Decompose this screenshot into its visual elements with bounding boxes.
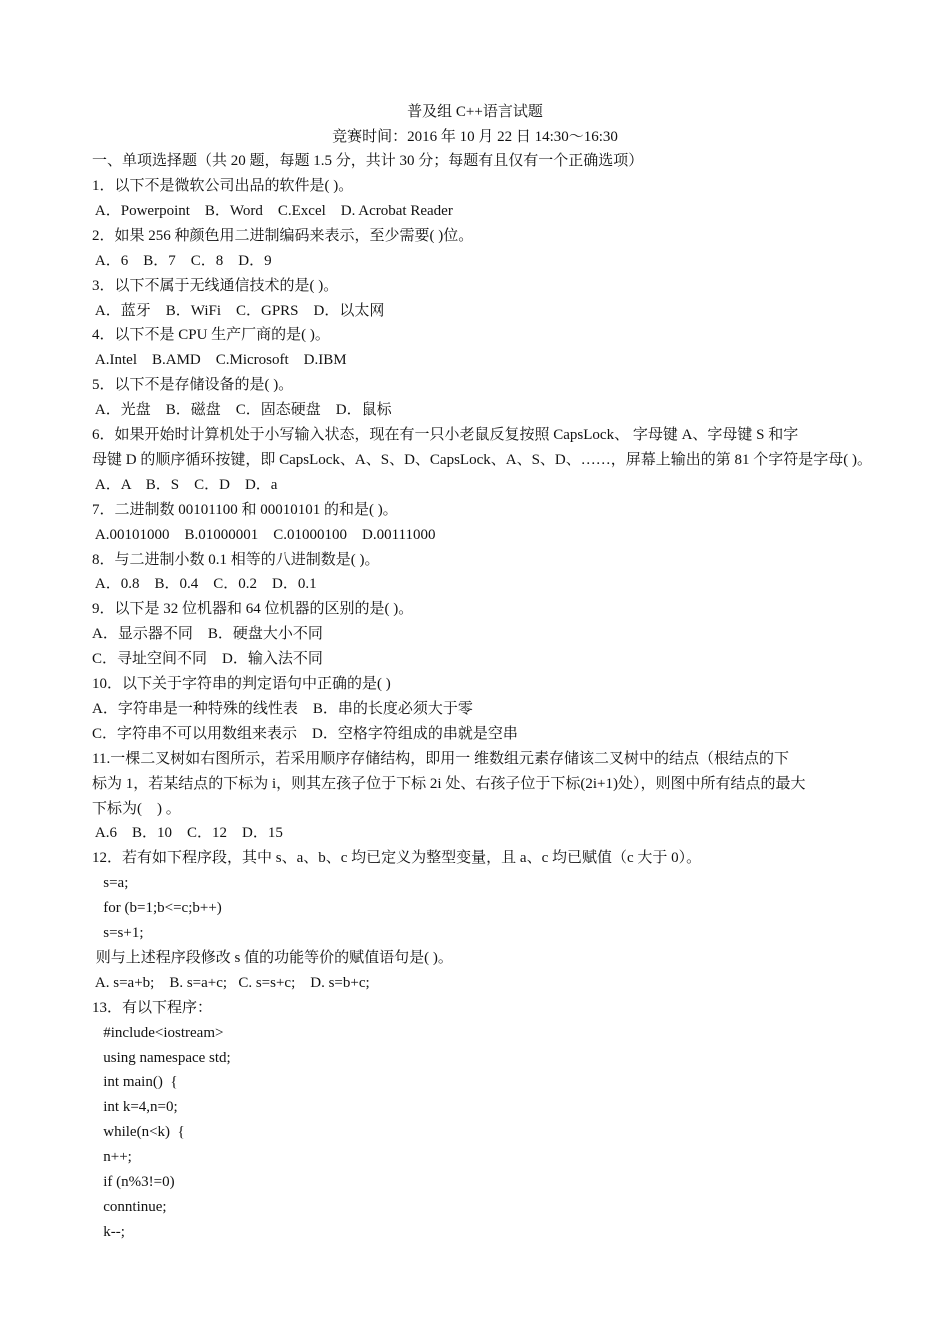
- text-line: 7．二进制数 00101100 和 00010101 的和是( )。: [92, 501, 398, 518]
- text-line: C．寻址空间不同 D．输入法不同: [92, 651, 323, 668]
- text-line: #include<iostream>: [92, 1024, 224, 1041]
- text-line: 6．如果开始时计算机处于小写输入状态，现在有一只小老鼠反复按照 CapsLock、 字母键 A、字母键 S 和字: [92, 427, 799, 443]
- text-line: A．Powerpoint B．Word C.Excel D. Acrobat Reader: [92, 202, 453, 219]
- text-line: A．蓝牙 B．WiFi C．GPRS D．以太网: [92, 302, 385, 319]
- text-line: 11.一棵二叉树如右图所示，若采用顺序存储结构，即用一 维数组元素存储该二叉树中的结点（根结点的下: [92, 750, 789, 767]
- text-line: while(n<k) {: [92, 1124, 185, 1141]
- text-line: A.Intel B.AMD C.Microsoft D.IBM: [92, 352, 347, 369]
- text-line: 标为 1，若某结点的下标为 i，则其左孩子位于下标 2i 处、右孩子位于下标(2i+1)处），则图中所有结点的最大: [92, 775, 806, 792]
- text-line: 8．与二进制小数 0.1 相等的八进制数是( )。: [92, 551, 380, 568]
- text-line: 下标为( ) 。: [92, 800, 181, 817]
- text-line: s=a;: [92, 875, 129, 892]
- text-line: 1．以下不是微软公司出品的软件是( )。: [92, 178, 354, 194]
- text-line: 9．以下是 32 位机器和 64 位机器的区别的是( )。: [92, 601, 414, 618]
- text-line: A.00101000 B.01000001 C.01000100 D.00111000: [92, 526, 436, 543]
- text-line: 则与上述程序段修改 s 值的功能等价的赋值语句是( )。: [92, 949, 453, 966]
- text-line: int k=4,n=0;: [92, 1099, 178, 1116]
- text-line: for (b=1;b<=c;b++): [92, 900, 222, 917]
- text-line: A．字符串是一种特殊的线性表 B．串的长度必须大于零: [92, 700, 473, 717]
- text-line: 2．如果 256 种颜色用二进制编码来表示，至少需要( )位。: [92, 227, 474, 244]
- text-line: if (n%3!=0): [92, 1174, 175, 1190]
- text-line: conntinue;: [92, 1198, 167, 1215]
- text-line: 母键 D 的顺序循环按键，即 CapsLock、A、S、D、CapsLock、A、S、D、……，屏幕上输出的第 81 个字符是字母( )。: [92, 451, 872, 468]
- contest-time: 竞赛时间：2016 年 10 月 22 日 14:30～16:30: [332, 129, 618, 145]
- text-line: C．字符串不可以用数组来表示 D．空格字符组成的串就是空串: [92, 725, 518, 742]
- text-line: 10．以下关于字符串的判定语句中正确的是( ): [92, 676, 391, 692]
- text-line: 13．有以下程序：: [92, 999, 213, 1016]
- section-heading: 一、单项选择题（共 20 题，每题 1.5 分，共计 30 分；每题有且仅有一个正确选项）: [92, 153, 644, 169]
- text-line: int main() {: [92, 1074, 178, 1091]
- text-line: A. s=a+b; B. s=a+c; C. s=s+c; D. s=b+c;: [92, 974, 370, 991]
- document-title: 普及组 C++语言试题: [407, 104, 543, 120]
- text-line: A．光盘 B．磁盘 C．固态硬盘 D．鼠标: [92, 402, 392, 419]
- text-line: 12．若有如下程序段，其中 s、a、b、c 均已定义为整型变量，且 a、c 均已赋值（c 大于 0）。: [92, 850, 702, 867]
- text-line: A.6 B．10 C．12 D．15: [92, 825, 283, 842]
- text-line: A．显示器不同 B．硬盘大小不同: [92, 626, 323, 643]
- text-line: 5．以下不是存储设备的是( )。: [92, 377, 294, 394]
- text-line: 4．以下不是 CPU 生产厂商的是( )。: [92, 327, 330, 344]
- text-line: s=s+1;: [92, 925, 144, 941]
- text-line: n++;: [92, 1149, 132, 1166]
- text-line: A．A B．S C．D D．a: [92, 476, 278, 493]
- text-line: using namespace std;: [92, 1049, 231, 1066]
- text-line: A．0.8 B．0.4 C．0.2 D．0.1: [92, 576, 317, 593]
- text-line: A．6 B．7 C．8 D．9: [92, 252, 272, 269]
- text-line: k--;: [92, 1223, 125, 1240]
- text-line: 3．以下不属于无线通信技术的是( )。: [92, 277, 339, 294]
